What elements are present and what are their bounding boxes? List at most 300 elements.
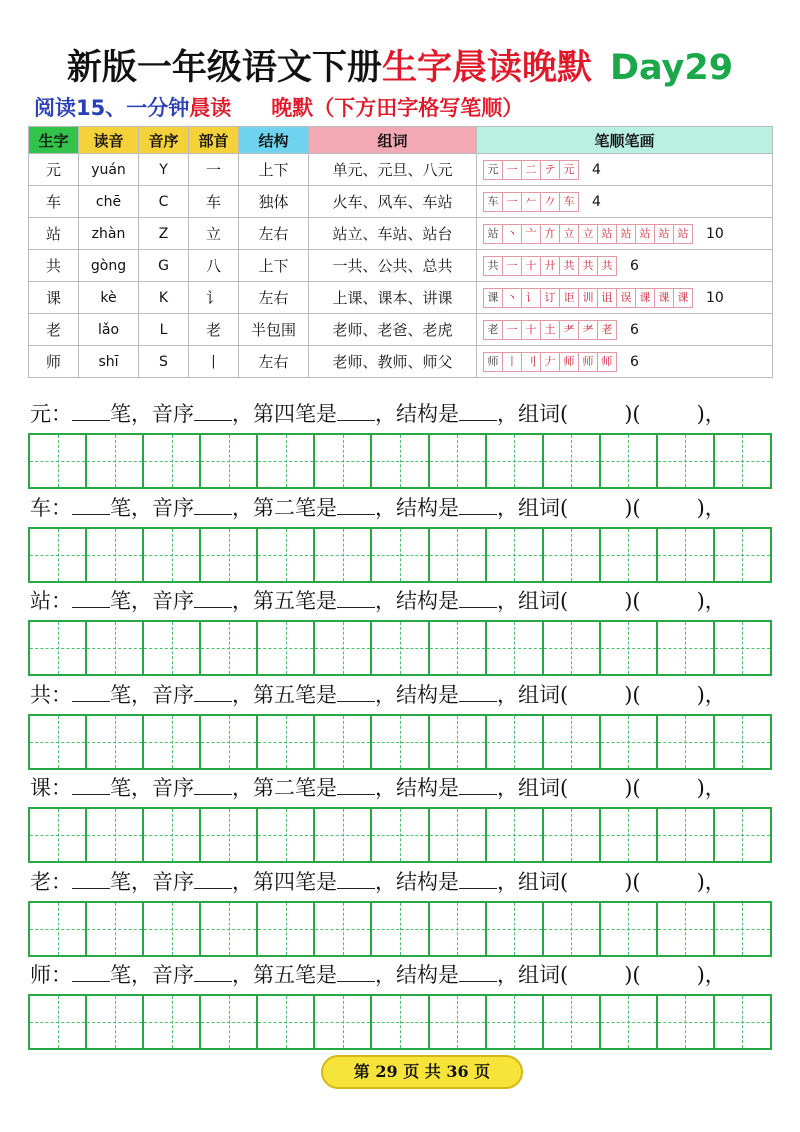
radical-cell: 丨 — [189, 346, 239, 378]
answer-blank[interactable] — [337, 400, 375, 421]
tianzige-cell[interactable] — [258, 903, 315, 955]
question-text: )， — [696, 495, 726, 520]
question-text: 共： — [30, 682, 72, 707]
tianzige-cell[interactable] — [201, 809, 258, 861]
writing-grid — [28, 433, 772, 489]
tianzige-cell[interactable] — [487, 435, 544, 487]
question-text: 笔，音序 — [110, 495, 194, 520]
tianzige-cell[interactable] — [658, 903, 715, 955]
tianzige-cell[interactable] — [87, 996, 144, 1048]
writing-grid — [28, 714, 772, 770]
answer-blank[interactable] — [72, 494, 110, 515]
stroke-step: 十 — [521, 320, 541, 340]
question-text: 笔，音序 — [110, 963, 194, 987]
stroke-step: 刂 — [521, 352, 541, 372]
stroke-step: 老 — [483, 320, 503, 340]
words-cell: 老师、老爸、老虎 — [309, 314, 477, 346]
question-text: 笔，音序 — [110, 589, 194, 613]
tianzige-cell[interactable] — [315, 903, 372, 955]
stroke-step: 二 — [521, 160, 541, 180]
tianzige-cell[interactable] — [487, 809, 544, 861]
stroke-count: 10 — [706, 289, 724, 306]
tianzige-cell[interactable] — [87, 716, 144, 768]
question-text: 车： — [30, 495, 72, 520]
stroke-step: 𠂉 — [521, 192, 541, 212]
stroke-order-cell — [477, 346, 773, 378]
stroke-order-cell — [477, 282, 773, 314]
question-text: )， — [696, 682, 726, 707]
tianzige-cell[interactable] — [258, 809, 315, 861]
char-cell: 师 — [29, 346, 79, 378]
answer-blank[interactable] — [72, 681, 110, 702]
question-text: )( — [624, 963, 641, 987]
answer-blank[interactable] — [337, 587, 375, 608]
tianzige-cell[interactable] — [258, 529, 315, 581]
tianzige-cell[interactable] — [87, 903, 144, 955]
tianzige-cell[interactable] — [544, 529, 601, 581]
stroke-step: 廾 — [540, 256, 560, 276]
answer-blank[interactable] — [337, 681, 375, 702]
tianzige-cell[interactable] — [658, 809, 715, 861]
stroke-step: 误 — [616, 288, 636, 308]
question-text: 老： — [30, 869, 72, 894]
tianzige-cell[interactable] — [201, 622, 258, 674]
tianzige-cell[interactable] — [544, 716, 601, 768]
stroke-step: 课 — [673, 288, 693, 308]
tianzige-cell[interactable] — [487, 622, 544, 674]
stroke-step: 训 — [578, 288, 598, 308]
char-cell: 站 — [29, 218, 79, 250]
radical-cell: 一 — [189, 154, 239, 186]
stroke-step: 课 — [635, 288, 655, 308]
tianzige-cell[interactable] — [30, 529, 87, 581]
table-header-cell: 部首 — [189, 127, 239, 154]
table-row — [29, 282, 773, 314]
tianzige-cell[interactable] — [87, 622, 144, 674]
answer-blank[interactable] — [459, 494, 497, 515]
tianzige-cell[interactable] — [658, 529, 715, 581]
stroke-step: 丶 — [502, 288, 522, 308]
question-line — [30, 398, 726, 428]
words-cell: 火车、风车、车站 — [309, 186, 477, 218]
question-text: )， — [696, 776, 726, 800]
tianzige-cell[interactable] — [144, 903, 201, 955]
tianzige-cell[interactable] — [87, 809, 144, 861]
answer-blank[interactable] — [72, 961, 110, 982]
pinyin-cell: zhàn — [79, 218, 139, 250]
tianzige-cell[interactable] — [258, 996, 315, 1048]
tianzige-cell[interactable] — [315, 435, 372, 487]
question-text: ，结构是 — [375, 402, 459, 426]
question-text: ，第五笔是 — [232, 963, 337, 987]
stroke-step: 讠 — [521, 288, 541, 308]
table-row — [29, 154, 773, 186]
answer-blank[interactable] — [72, 587, 110, 608]
structure-cell: 左右 — [239, 218, 309, 250]
radical-cell: 立 — [189, 218, 239, 250]
tianzige-cell[interactable] — [201, 996, 258, 1048]
tianzige-cell[interactable] — [315, 622, 372, 674]
table-row — [29, 346, 773, 378]
tianzige-cell[interactable] — [487, 903, 544, 955]
answer-blank[interactable] — [459, 681, 497, 702]
tianzige-cell[interactable] — [30, 716, 87, 768]
question-text: ，结构是 — [375, 776, 459, 800]
tianzige-cell[interactable] — [487, 996, 544, 1048]
tianzige-cell[interactable] — [201, 529, 258, 581]
stroke-step: 一 — [502, 320, 522, 340]
tianzige-cell[interactable] — [715, 529, 770, 581]
answer-blank[interactable] — [72, 400, 110, 421]
stroke-step: 共 — [559, 256, 579, 276]
question-text: ，第二笔是 — [232, 495, 337, 520]
question-text: 师： — [30, 963, 72, 987]
stroke-count: 6 — [630, 353, 639, 370]
question-text: ，组词( — [497, 776, 569, 800]
table-row — [29, 314, 773, 346]
tianzige-cell[interactable] — [430, 716, 487, 768]
tianzige-cell[interactable] — [87, 435, 144, 487]
stroke-step: 课 — [483, 288, 503, 308]
tianzige-cell[interactable] — [658, 435, 715, 487]
stroke-step: 共 — [578, 256, 598, 276]
tianzige-cell[interactable] — [658, 996, 715, 1048]
question-text: 元： — [30, 402, 72, 426]
tianzige-cell[interactable] — [544, 903, 601, 955]
table-header-cell: 组词 — [309, 127, 477, 154]
answer-blank[interactable] — [459, 400, 497, 421]
writing-grid — [28, 527, 772, 583]
answer-blank[interactable] — [194, 494, 232, 515]
stroke-step: 元 — [483, 160, 503, 180]
question-text: 笔，音序 — [110, 402, 194, 426]
tianzige-cell[interactable] — [544, 809, 601, 861]
tianzige-cell[interactable] — [258, 716, 315, 768]
radical-cell: 车 — [189, 186, 239, 218]
tianzige-cell[interactable] — [144, 996, 201, 1048]
answer-blank[interactable] — [194, 868, 232, 889]
letter-cell: C — [139, 186, 189, 218]
tianzige-cell[interactable] — [30, 622, 87, 674]
tianzige-cell[interactable] — [144, 622, 201, 674]
tianzige-cell[interactable] — [372, 529, 429, 581]
stroke-step: 共 — [597, 256, 617, 276]
tianzige-cell[interactable] — [372, 435, 429, 487]
question-text: ，组词( — [497, 589, 569, 613]
answer-blank[interactable] — [337, 494, 375, 515]
question-line — [30, 679, 726, 709]
tianzige-cell[interactable] — [430, 529, 487, 581]
stroke-step: 站 — [483, 224, 503, 244]
pinyin-cell: shī — [79, 346, 139, 378]
char-cell: 老 — [29, 314, 79, 346]
tianzige-cell[interactable] — [315, 529, 372, 581]
table-row — [29, 186, 773, 218]
tianzige-cell[interactable] — [601, 716, 658, 768]
question-text: ，结构是 — [375, 869, 459, 894]
stroke-step: 站 — [654, 224, 674, 244]
tianzige-cell[interactable] — [715, 903, 770, 955]
tianzige-cell[interactable] — [601, 529, 658, 581]
words-cell: 上课、课本、讲课 — [309, 282, 477, 314]
question-text: ，第五笔是 — [232, 682, 337, 707]
tianzige-cell[interactable] — [315, 716, 372, 768]
tianzige-cell[interactable] — [372, 809, 429, 861]
answer-blank[interactable] — [194, 961, 232, 982]
stroke-step: 立 — [578, 224, 598, 244]
stroke-step: 车 — [483, 192, 503, 212]
tianzige-cell[interactable] — [487, 529, 544, 581]
stroke-count: 4 — [592, 161, 601, 178]
tianzige-cell[interactable] — [430, 622, 487, 674]
question-line — [30, 772, 726, 802]
question-text: ，组词( — [497, 682, 569, 707]
tianzige-cell[interactable] — [144, 809, 201, 861]
tianzige-cell[interactable] — [544, 435, 601, 487]
character-table — [28, 126, 773, 378]
tianzige-cell[interactable] — [372, 996, 429, 1048]
stroke-step: 立 — [559, 224, 579, 244]
char-cell: 元 — [29, 154, 79, 186]
structure-cell: 左右 — [239, 282, 309, 314]
stroke-step: 讵 — [559, 288, 579, 308]
stroke-order-cell — [477, 218, 773, 250]
letter-cell: G — [139, 250, 189, 282]
question-text: ，结构是 — [375, 495, 459, 520]
stroke-step: テ — [540, 160, 560, 180]
tianzige-cell[interactable] — [601, 903, 658, 955]
stroke-step: 师 — [597, 352, 617, 372]
structure-cell: 上下 — [239, 250, 309, 282]
tianzige-cell[interactable] — [315, 809, 372, 861]
table-row — [29, 250, 773, 282]
question-text: 笔，音序 — [110, 869, 194, 894]
answer-blank[interactable] — [337, 961, 375, 982]
stroke-step: 丨 — [502, 352, 522, 372]
answer-blank[interactable] — [459, 587, 497, 608]
table-header-cell: 音序 — [139, 127, 189, 154]
structure-cell: 半包围 — [239, 314, 309, 346]
question-line — [30, 585, 726, 615]
question-text: )( — [624, 589, 641, 613]
answer-blank[interactable] — [459, 774, 497, 795]
page-title: 新版一年级语文下册生字晨读晚默 Day29 — [66, 48, 734, 88]
stroke-step: 𠂇 — [540, 352, 560, 372]
letter-cell: Y — [139, 154, 189, 186]
stroke-sequence — [483, 256, 616, 276]
pinyin-cell: chē — [79, 186, 139, 218]
tianzige-cell[interactable] — [601, 622, 658, 674]
words-cell: 站立、车站、站台 — [309, 218, 477, 250]
question-text: ，第二笔是 — [232, 776, 337, 800]
tianzige-cell[interactable] — [201, 716, 258, 768]
stroke-sequence — [483, 160, 578, 180]
question-text: )， — [696, 963, 726, 987]
stroke-count: 10 — [706, 225, 724, 242]
question-text: ，第四笔是 — [232, 402, 337, 426]
tianzige-cell[interactable] — [601, 809, 658, 861]
question-text: )， — [696, 869, 726, 894]
tianzige-cell[interactable] — [715, 435, 770, 487]
writing-grid — [28, 994, 772, 1050]
tianzige-cell[interactable] — [715, 996, 770, 1048]
stroke-step: 十 — [521, 256, 541, 276]
tianzige-cell[interactable] — [144, 529, 201, 581]
table-row — [29, 218, 773, 250]
stroke-order-cell — [477, 250, 773, 282]
question-text: ，第五笔是 — [232, 589, 337, 613]
writing-grid — [28, 620, 772, 676]
char-cell: 课 — [29, 282, 79, 314]
structure-cell: 左右 — [239, 346, 309, 378]
answer-blank[interactable] — [337, 868, 375, 889]
words-cell: 老师、教师、师父 — [309, 346, 477, 378]
tianzige-cell[interactable] — [30, 435, 87, 487]
question-text: )， — [696, 589, 726, 613]
stroke-count: 6 — [630, 257, 639, 274]
tianzige-cell[interactable] — [544, 622, 601, 674]
question-line — [30, 959, 726, 989]
stroke-step: 元 — [559, 160, 579, 180]
letter-cell: Z — [139, 218, 189, 250]
question-text: ，结构是 — [375, 682, 459, 707]
tianzige-cell[interactable] — [430, 903, 487, 955]
radical-cell: 老 — [189, 314, 239, 346]
tianzige-cell[interactable] — [201, 903, 258, 955]
question-text: ，组词( — [497, 869, 569, 894]
question-text: )( — [624, 869, 641, 894]
answer-blank[interactable] — [194, 774, 232, 795]
stroke-step: 师 — [578, 352, 598, 372]
stroke-step: 站 — [673, 224, 693, 244]
stroke-step: 亠 — [521, 224, 541, 244]
stroke-step: 车 — [559, 192, 579, 212]
pinyin-cell: yuán — [79, 154, 139, 186]
stroke-count: 4 — [592, 193, 601, 210]
tianzige-cell[interactable] — [30, 809, 87, 861]
question-text: 笔，音序 — [110, 776, 194, 800]
question-text: )， — [696, 402, 726, 426]
tianzige-cell[interactable] — [430, 809, 487, 861]
question-text: 课： — [30, 776, 72, 800]
answer-blank[interactable] — [459, 868, 497, 889]
stroke-sequence — [483, 320, 616, 340]
radical-cell: 八 — [189, 250, 239, 282]
tianzige-cell[interactable] — [144, 435, 201, 487]
stroke-step: 土 — [540, 320, 560, 340]
tianzige-cell[interactable] — [601, 996, 658, 1048]
tianzige-cell[interactable] — [715, 809, 770, 861]
stroke-step: 一 — [502, 256, 522, 276]
answer-blank[interactable] — [72, 774, 110, 795]
stroke-step: 师 — [483, 352, 503, 372]
tianzige-cell[interactable] — [258, 435, 315, 487]
question-text: ，组词( — [497, 402, 569, 426]
subtitle: 阅读15、一分钟晨读 晚默（下方田字格写笔顺） — [34, 96, 524, 120]
stroke-step: 耂 — [559, 320, 579, 340]
question-text: ，组词( — [497, 963, 569, 987]
table-header-cell: 笔顺笔画 — [477, 127, 773, 154]
table-header-cell: 结构 — [239, 127, 309, 154]
question-text: )( — [624, 495, 641, 520]
tianzige-cell[interactable] — [430, 435, 487, 487]
answer-blank[interactable] — [194, 681, 232, 702]
answer-blank[interactable] — [459, 961, 497, 982]
question-text: ，结构是 — [375, 963, 459, 987]
letter-cell: K — [139, 282, 189, 314]
stroke-sequence — [483, 288, 692, 308]
radical-cell: 讠 — [189, 282, 239, 314]
tianzige-cell[interactable] — [658, 622, 715, 674]
stroke-step: 老 — [597, 320, 617, 340]
writing-grid — [28, 807, 772, 863]
answer-blank[interactable] — [194, 587, 232, 608]
stroke-order-cell — [477, 154, 773, 186]
stroke-step: 共 — [483, 256, 503, 276]
char-cell: 车 — [29, 186, 79, 218]
question-text: 笔，音序 — [110, 682, 194, 707]
table-body — [29, 154, 773, 378]
stroke-step: 丶 — [502, 224, 522, 244]
tianzige-cell[interactable] — [315, 996, 372, 1048]
words-cell: 一共、公共、总共 — [309, 250, 477, 282]
stroke-order-cell — [477, 314, 773, 346]
question-line — [30, 866, 726, 896]
page-number-badge: 第 29 页 共 36 页 — [321, 1055, 523, 1089]
stroke-step: 站 — [597, 224, 617, 244]
question-text: 站： — [30, 589, 72, 613]
stroke-step: 课 — [654, 288, 674, 308]
tianzige-cell[interactable] — [258, 622, 315, 674]
question-text: ，结构是 — [375, 589, 459, 613]
stroke-step: 站 — [635, 224, 655, 244]
tianzige-cell[interactable] — [144, 716, 201, 768]
answer-blank[interactable] — [72, 868, 110, 889]
table-header-row — [29, 127, 773, 154]
tianzige-cell[interactable] — [30, 996, 87, 1048]
tianzige-cell[interactable] — [715, 716, 770, 768]
structure-cell: 上下 — [239, 154, 309, 186]
question-text: ，第四笔是 — [232, 869, 337, 894]
tianzige-cell[interactable] — [87, 529, 144, 581]
stroke-step: 𠂊 — [540, 192, 560, 212]
tianzige-cell[interactable] — [601, 435, 658, 487]
tianzige-cell[interactable] — [544, 996, 601, 1048]
tianzige-cell[interactable] — [715, 622, 770, 674]
tianzige-cell[interactable] — [372, 622, 429, 674]
answer-blank[interactable] — [337, 774, 375, 795]
table-header-cell: 读音 — [79, 127, 139, 154]
tianzige-cell[interactable] — [372, 716, 429, 768]
structure-cell: 独体 — [239, 186, 309, 218]
writing-grid — [28, 901, 772, 957]
stroke-count: 6 — [630, 321, 639, 338]
answer-blank[interactable] — [194, 400, 232, 421]
tianzige-cell[interactable] — [201, 435, 258, 487]
tianzige-cell[interactable] — [658, 716, 715, 768]
stroke-step: 订 — [540, 288, 560, 308]
words-cell: 单元、元旦、八元 — [309, 154, 477, 186]
stroke-step: 耂 — [578, 320, 598, 340]
stroke-step: 亣 — [540, 224, 560, 244]
tianzige-cell[interactable] — [372, 903, 429, 955]
tianzige-cell[interactable] — [487, 716, 544, 768]
question-text: ，组词( — [497, 495, 569, 520]
tianzige-cell[interactable] — [30, 903, 87, 955]
tianzige-cell[interactable] — [430, 996, 487, 1048]
pinyin-cell: lǎo — [79, 314, 139, 346]
char-cell: 共 — [29, 250, 79, 282]
